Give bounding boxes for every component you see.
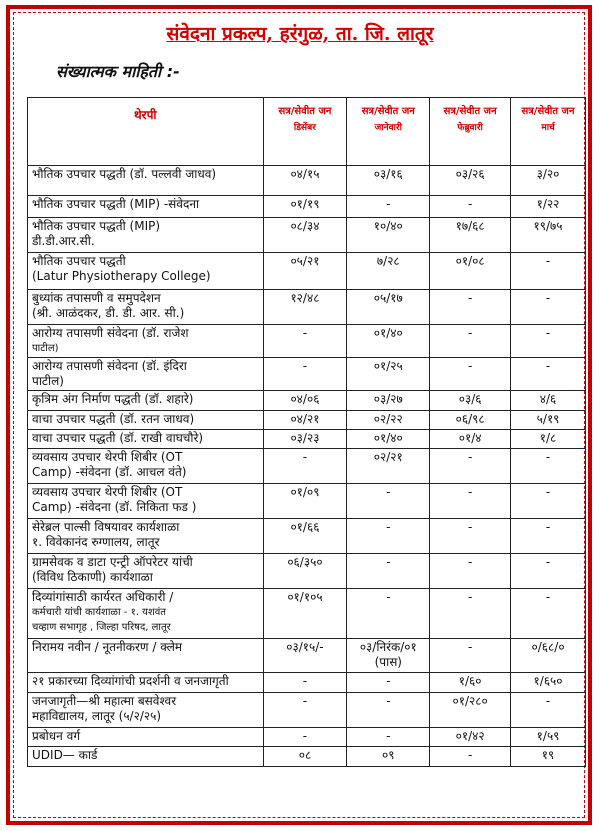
value-cell: ०१/४० [347, 430, 430, 449]
value-cell: ०१/४ [430, 430, 511, 449]
value-cell: - [511, 554, 586, 589]
therapy-line: चव्हाण सभागृह , जिल्हा परिषद, लातूर [32, 622, 171, 633]
header-label: सत्र/सेवीत जन [443, 106, 497, 117]
therapy-line: वाचा उपचार पद्धती (डॉ. राखी वाघचौरे) [32, 431, 204, 445]
table-row [28, 430, 586, 449]
value-cell: ०३/२७ [347, 391, 430, 411]
therapy-line: सेरेब्रल पाल्सी विषयावर कार्यशाळा [32, 520, 180, 534]
therapy-line: Camp) -संवेदना (डॉ. निकिता फड ) [32, 500, 197, 514]
value-cell: ०३/६ [430, 391, 511, 411]
value-cell: ०१/४० [347, 325, 430, 358]
therapy-line: १. विवेकानंद रुग्णालय, लातूर [32, 535, 160, 549]
value-cell: - [430, 290, 511, 325]
value-cell: ०६/३५० [263, 554, 347, 589]
therapy-line: २१ प्रकारच्या दिव्यांगांची प्रदर्शनी व जनजागृती [32, 674, 229, 688]
value-cell: - [511, 449, 586, 484]
therapy-line: (Latur Physiotherapy College) [32, 269, 211, 283]
value-cell: - [430, 639, 511, 673]
value-cell: - [430, 449, 511, 484]
therapy-line: प्रबोधन वर्ग [32, 729, 81, 743]
table-row [28, 554, 586, 589]
therapy-line: UDID— कार्ड [32, 748, 98, 762]
table-row [28, 411, 586, 430]
value-cell: ०३/निरंक/०१ (पास) [347, 639, 430, 673]
value-cell: - [430, 589, 511, 639]
page-title: संवेदना प्रकल्प, हरंगुळ, ता. जि. लातूर [166, 23, 434, 45]
value-cell: - [347, 693, 430, 728]
table-row [28, 325, 586, 358]
therapy-line: निरामय नवीन / नूतनीकरण / क्लेम [32, 640, 183, 654]
value-cell: - [347, 728, 430, 747]
value-cell: - [347, 673, 430, 693]
value-cell: १२/४८ [263, 290, 347, 325]
value-cell: १/६५० [511, 673, 586, 693]
therapy-cell [28, 325, 264, 358]
value-cell: १/८ [511, 430, 586, 449]
table-header-row [28, 98, 586, 166]
therapy-line: भौतिक उपचार पद्धती (MIP) [32, 219, 161, 233]
value-cell: ०८ [263, 747, 347, 767]
table-row [28, 639, 586, 673]
therapy-line: कर्मचारी यांची कार्यशाळा - १. यशवंत [32, 607, 167, 618]
therapy-line: (विविध ठिकाणी) कार्यशाळा [32, 570, 153, 584]
value-cell: ०३/२६ [430, 166, 511, 196]
therapy-line: भौतिक उपचार पद्धती (MIP) -संवेदना [32, 197, 200, 211]
table-row [28, 358, 586, 391]
value-cell: - [430, 196, 511, 218]
value-cell: ०४/०६ [263, 391, 347, 411]
value-cell: - [430, 484, 511, 519]
header-march [511, 98, 586, 166]
therapy-cell [28, 196, 264, 218]
value-cell: ४/६ [511, 391, 586, 411]
value-cell: - [511, 358, 586, 391]
value-cell: - [347, 589, 430, 639]
value-cell: ०१/४२ [430, 728, 511, 747]
value-cell: ०३/१६ [347, 166, 430, 196]
value-cell: - [511, 693, 586, 728]
header-february [430, 98, 511, 166]
table-row [28, 519, 586, 554]
header-month: फेब्रुवारी [457, 123, 483, 133]
value-cell: १७/६८ [430, 218, 511, 253]
value-cell: ०२/२१ [347, 449, 430, 484]
therapy-cell [28, 519, 264, 554]
value-cell: - [263, 693, 347, 728]
value-cell: - [263, 325, 347, 358]
therapy-cell [28, 218, 264, 253]
therapy-line: बुध्यांक तपासणी व समुपदेशन [32, 291, 161, 305]
header-label: सत्र/सेवीत जन [278, 106, 332, 117]
header-month: मार्च [541, 123, 555, 133]
value-cell: ०२/२२ [347, 411, 430, 430]
therapy-cell [28, 639, 264, 673]
value-cell: - [347, 196, 430, 218]
therapy-cell [28, 290, 264, 325]
value-cell: ०९ [347, 747, 430, 767]
value-cell: ७/२८ [347, 253, 430, 290]
therapy-line: व्यवसाय उपचार थेरपी शिबीर (OT [32, 450, 183, 464]
table-row [28, 290, 586, 325]
therapy-cell [28, 166, 264, 196]
therapy-line: आरोग्य तपासणी संवेदना (डॉ. इंदिरा [32, 359, 187, 373]
therapy-cell [28, 484, 264, 519]
value-cell: ०३/२३ [263, 430, 347, 449]
value-cell: ०५/२१ [263, 253, 347, 290]
value-cell: १०/४० [347, 218, 430, 253]
table-body [28, 166, 586, 767]
value-cell: - [430, 519, 511, 554]
value-cell: ०१/६६ [263, 519, 347, 554]
header-label: सत्र/सेवीत जन [361, 106, 415, 117]
therapy-cell [28, 411, 264, 430]
table-row [28, 484, 586, 519]
value-cell: - [430, 747, 511, 767]
value-cell: ०४/१५ [263, 166, 347, 196]
value-cell: ०६/९८ [430, 411, 511, 430]
therapy-cell [28, 554, 264, 589]
therapy-line: (श्री. आळंदकर, डी. डी. आर. सी.) [32, 306, 185, 320]
therapy-cell [28, 358, 264, 391]
table-row [28, 728, 586, 747]
therapy-cell [28, 430, 264, 449]
value-cell: १९/७५ [511, 218, 586, 253]
value-cell: ०५/१७ [347, 290, 430, 325]
header-therapy: थेरपी [28, 98, 264, 166]
value-cell: १/६० [430, 673, 511, 693]
value-cell: ०/६८/० [511, 639, 586, 673]
therapy-line: पाटील) [32, 343, 59, 354]
value-cell: ०१/२५ [347, 358, 430, 391]
header-month: डिसेंबर [293, 123, 316, 133]
value-cell: - [511, 589, 586, 639]
value-cell: ०१/०८ [430, 253, 511, 290]
value-cell: - [430, 358, 511, 391]
therapy-line: व्यवसाय उपचार थेरपी शिबीर (OT [32, 485, 183, 499]
therapy-cell [28, 449, 264, 484]
therapy-line: ग्रामसेवक व डाटा एन्ट्री ऑपरेटर यांची [32, 555, 193, 569]
therapy-cell [28, 589, 264, 639]
header-december [263, 98, 347, 166]
value-cell: ०१/२८० [430, 693, 511, 728]
header-january [347, 98, 430, 166]
value-cell: - [430, 325, 511, 358]
therapy-line: दिव्यांगांसाठी कार्यरत अधिकारी / [32, 590, 174, 604]
value-cell: ३/२० [511, 166, 586, 196]
value-cell: - [263, 449, 347, 484]
table-row [28, 673, 586, 693]
table-row [28, 166, 586, 196]
therapy-cell [28, 728, 264, 747]
value-cell: - [511, 253, 586, 290]
table-row [28, 391, 586, 411]
value-cell: - [430, 554, 511, 589]
therapy-cell [28, 747, 264, 767]
therapy-cell [28, 693, 264, 728]
therapy-line: जनजागृती—श्री महात्मा बसवेश्वर [32, 694, 177, 708]
table-row [28, 589, 586, 639]
therapy-line: महाविद्यालय, लातूर (५/२/२५) [32, 709, 162, 723]
value-cell: - [347, 519, 430, 554]
therapy-line: पाटील) [32, 374, 64, 388]
value-cell: - [263, 358, 347, 391]
table-row [28, 196, 586, 218]
therapy-cell [28, 253, 264, 290]
value-cell: - [347, 554, 430, 589]
therapy-line: भौतिक उपचार पद्धती [32, 254, 126, 268]
value-cell: ०८/३४ [263, 218, 347, 253]
table-row [28, 449, 586, 484]
table-row [28, 747, 586, 767]
therapy-line: भौतिक उपचार पद्धती (डॉ. पल्लवी जाधव) [32, 167, 217, 181]
value-cell: ०१/०९ [263, 484, 347, 519]
therapy-cell [28, 673, 264, 693]
therapy-line: कृत्रिम अंग निर्माण पद्धती (डॉ. शहारे) [32, 392, 194, 406]
section-subtitle: संख्यात्मक माहिती :- [56, 62, 180, 81]
value-cell: - [511, 519, 586, 554]
value-cell: ०१/१०५ [263, 589, 347, 639]
header-month: जानेवारी [374, 123, 402, 133]
value-cell: ०१/१९ [263, 196, 347, 218]
value-cell: १/५९ [511, 728, 586, 747]
therapy-line: वाचा उपचार पद्धती (डॉ. रतन जाधव) [32, 412, 195, 426]
value-cell: - [511, 290, 586, 325]
value-cell: - [511, 484, 586, 519]
value-cell: - [263, 673, 347, 693]
table-row [28, 693, 586, 728]
therapy-line: आरोग्य तपासणी संवेदना (डॉ. राजेश [32, 326, 189, 340]
value-cell: ०३/१५/- [263, 639, 347, 673]
value-cell: १९ [511, 747, 586, 767]
therapy-line: Camp) -संवेदना (डॉ. आचल वंते) [32, 465, 187, 479]
table-row [28, 253, 586, 290]
value-cell: - [347, 484, 430, 519]
value-cell: - [511, 325, 586, 358]
value-cell: ०४/२१ [263, 411, 347, 430]
value-cell: - [263, 728, 347, 747]
value-cell: ५/१९ [511, 411, 586, 430]
header-label: सत्र/सेवीत जन [521, 106, 575, 117]
therapy-line: डी.डी.आर.सी. [32, 234, 95, 248]
therapy-cell [28, 391, 264, 411]
table-row [28, 218, 586, 253]
value-cell: १/२२ [511, 196, 586, 218]
statistics-table [27, 97, 586, 767]
